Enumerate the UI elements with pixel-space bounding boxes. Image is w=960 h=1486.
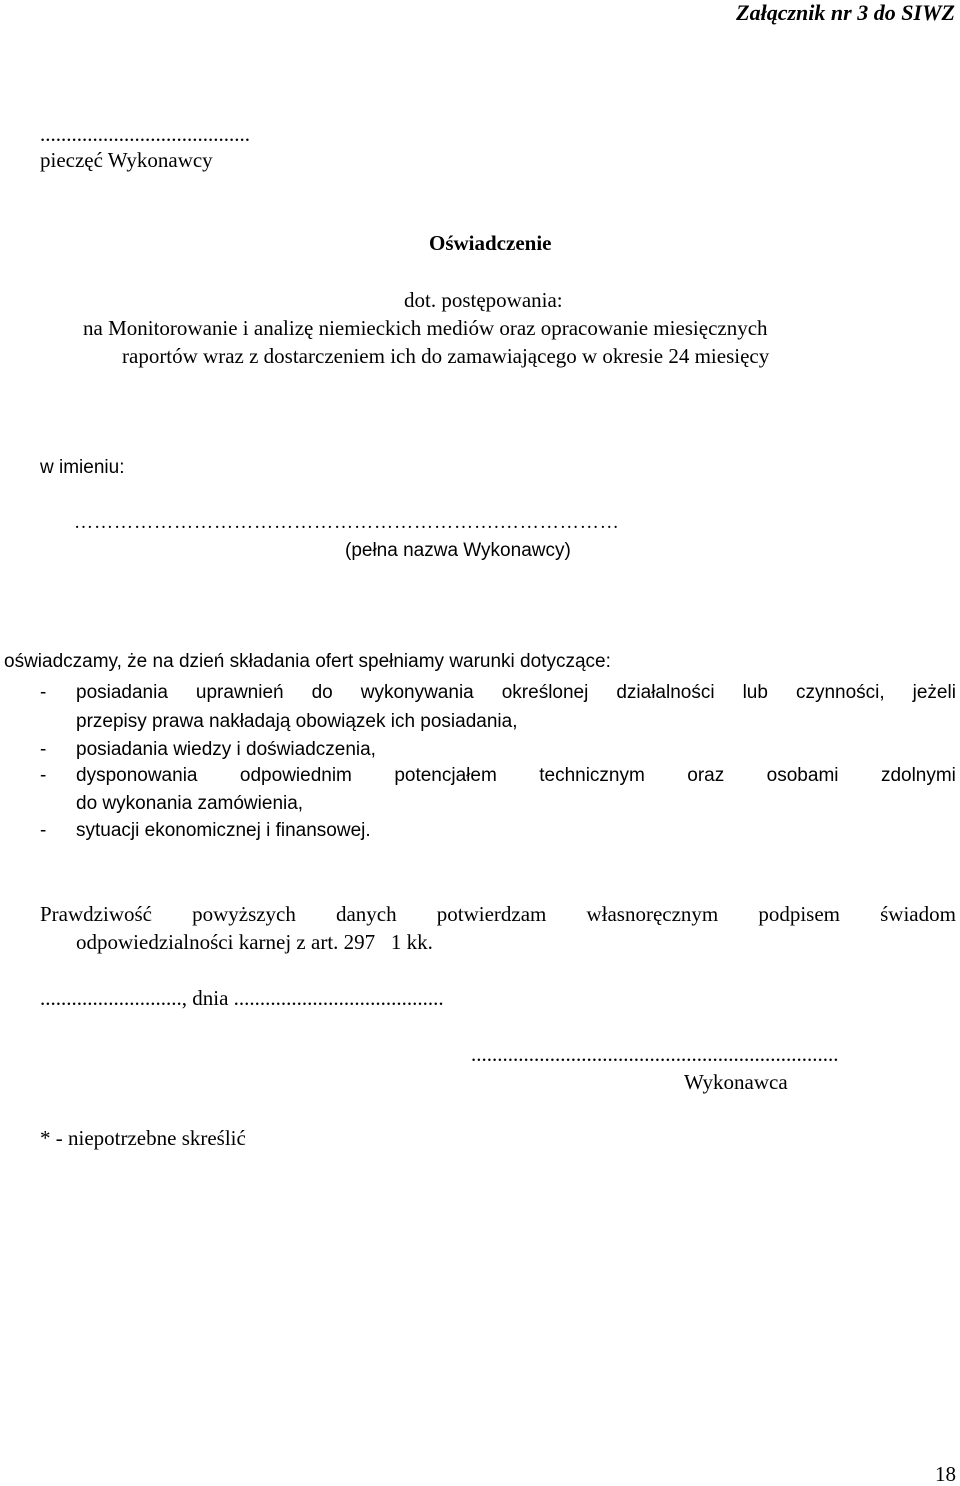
word: podpisem [758,902,841,926]
subject-line-1: dot. postępowania: [404,288,563,312]
subject-line-2: na Monitorowanie i analizę niemieckich mediów oraz opracowanie miesięcznych [83,316,768,340]
word: odpowiednim [239,765,352,786]
word: dysponowania [76,765,198,786]
attestation-line-1 [40,904,956,925]
word: osobami [766,765,839,786]
company-name-caption: (pełna nazwa Wykonawcy) [345,540,571,561]
attestation-line-2: odpowiedzialności karnej z art. 297 1 kk. [76,930,433,954]
attachment-label: Załącznik nr 3 do SIWZ [736,0,955,25]
signature-label: Wykonawca [684,1070,788,1094]
stamp-dots: ........................................ [40,122,250,146]
word: technicznym [539,765,645,786]
word: uprawnień [195,682,284,703]
list-item-line [76,683,956,702]
word: określonej [501,682,589,703]
word: Prawdziwość [40,902,152,926]
word: zdolnymi [880,765,956,786]
word: lub [742,682,768,703]
list-item-dash: - [40,820,47,841]
list-item-dash: - [40,765,47,786]
word: potwierdzam [436,902,547,926]
list-item-line [76,766,956,785]
list-item-dash: - [40,739,47,760]
list-item-line: sytuacji ekonomicznej i finansowej. [76,820,371,841]
word: potencjałem [394,765,497,786]
company-name-fill-line: ……………………………………………………….……………… [74,512,620,533]
word: powyższych [192,902,296,926]
word: danych [335,902,397,926]
word: posiadania [76,682,168,703]
footnote: * - niepotrzebne skreślić [40,1126,246,1150]
declaration-intro: oświadczamy, że na dzień składania ofert spełniamy warunki dotyczące: [4,651,611,672]
stamp-label: pieczęć Wykonawcy [40,148,213,172]
word: jeżeli [912,682,956,703]
place-date-line: ..........................., dnia ........................................ [40,986,444,1010]
word: oraz [687,765,725,786]
document-title: Oświadczenie [429,231,552,255]
word: świadom [880,902,956,926]
list-item-continuation: do wykonania zamówienia, [76,793,304,814]
word: czynności, [795,682,885,703]
page-number: 18 [935,1462,956,1486]
list-item-dash: - [40,682,47,703]
on-behalf-label: w imieniu: [40,457,125,478]
signature-dots: ...................................................................... [471,1042,839,1066]
list-item-continuation: przepisy prawa nakładają obowiązek ich posiadania, [76,711,518,732]
subject-line-3: raportów wraz z dostarczeniem ich do zamawiającego w okresie 24 miesięcy [122,344,770,368]
word: do [311,682,333,703]
word: własnoręcznym [586,902,719,926]
word: wykonywania [360,682,474,703]
list-item-line: posiadania wiedzy i doświadczenia, [76,739,376,760]
word: działalności [616,682,715,703]
